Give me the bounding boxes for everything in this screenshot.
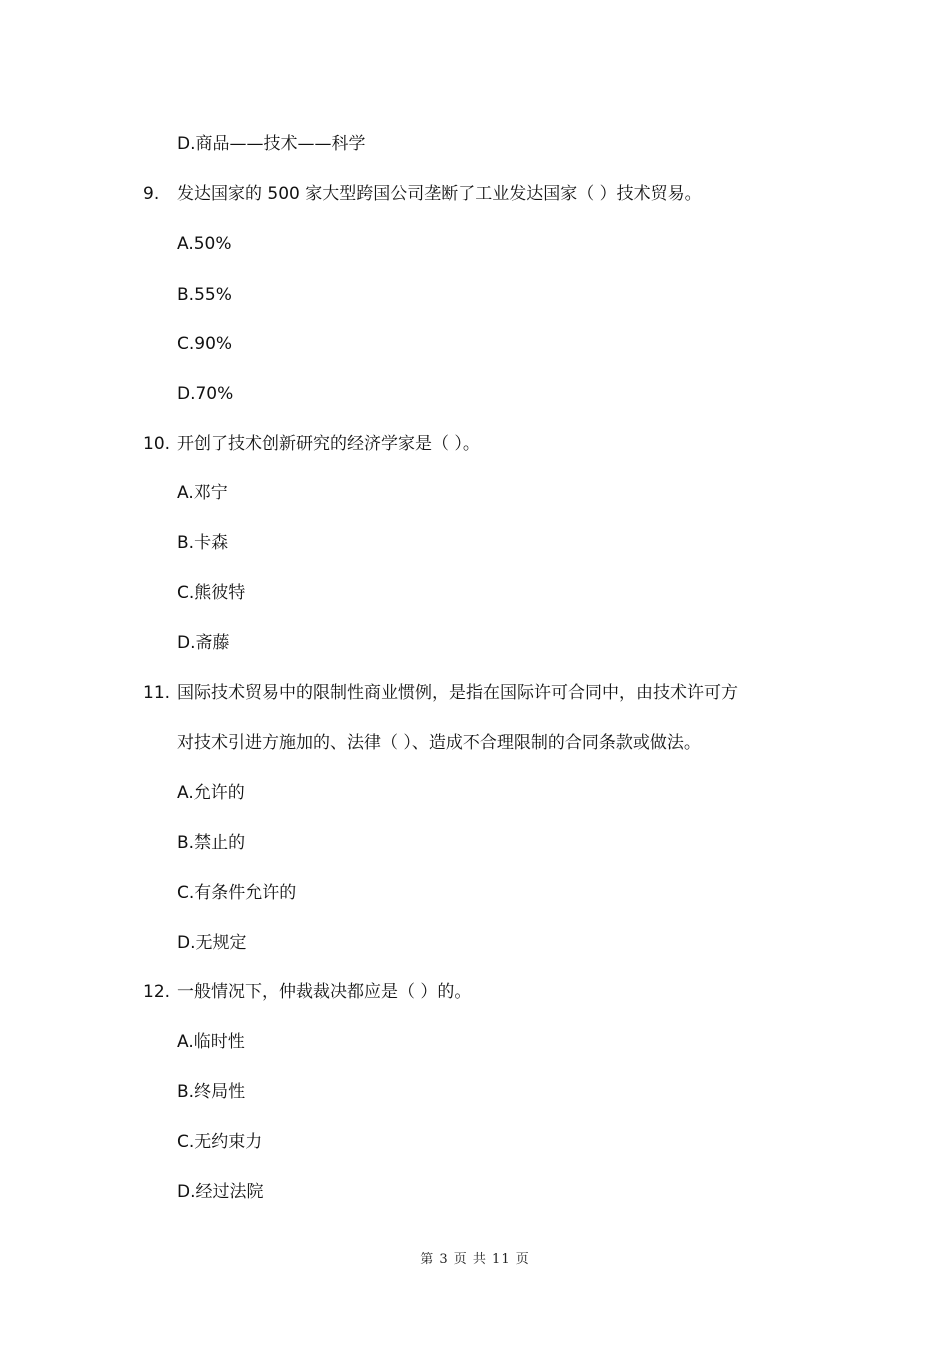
q9-number: 9. [143, 184, 160, 204]
q12-number: 12. [143, 982, 171, 1002]
q10-option-d: D.斋藤 [177, 633, 230, 653]
page-number-footer: 第 3 页 共 11 页 [420, 1252, 530, 1267]
q12-option-d: D.经过法院 [177, 1182, 264, 1202]
q9-question-text: 发达国家的 500 家大型跨国公司垄断了工业发达国家（ ）技术贸易。 [177, 184, 702, 204]
q11-option-b: B.禁止的 [177, 833, 246, 853]
q11-number: 11. [143, 683, 171, 703]
q12-option-b: B.终局性 [177, 1082, 246, 1102]
q11-option-a: A.允许的 [177, 783, 245, 803]
q12-option-c: C.无约束力 [177, 1132, 263, 1152]
q10-number: 10. [143, 434, 171, 454]
q8-option-d: D.商品——技术——科学 [177, 134, 366, 154]
q11-option-c: C.有条件允许的 [177, 883, 297, 903]
q9-option-a: A.50% [177, 234, 232, 254]
q9-option-b: B.55% [177, 285, 232, 305]
q10-option-c: C.熊彼特 [177, 583, 246, 603]
q11-question-text-line1: 国际技术贸易中的限制性商业惯例，是指在国际许可合同中，由技术许可方 [177, 683, 738, 703]
q11-question-text-line2: 对技术引进方施加的、法律（ ）、造成不合理限制的合同条款或做法。 [177, 733, 701, 753]
q11-option-d: D.无规定 [177, 933, 247, 953]
q10-option-a: A.邓宁 [177, 483, 228, 503]
q9-option-c: C.90% [177, 334, 233, 354]
q10-question-text: 开创了技术创新研究的经济学家是（ ）。 [177, 434, 480, 454]
q9-option-d: D.70% [177, 384, 234, 404]
q12-question-text: 一般情况下，仲裁裁决都应是（ ）的。 [177, 982, 472, 1002]
q10-option-b: B.卡森 [177, 533, 229, 553]
q12-option-a: A.临时性 [177, 1032, 245, 1052]
